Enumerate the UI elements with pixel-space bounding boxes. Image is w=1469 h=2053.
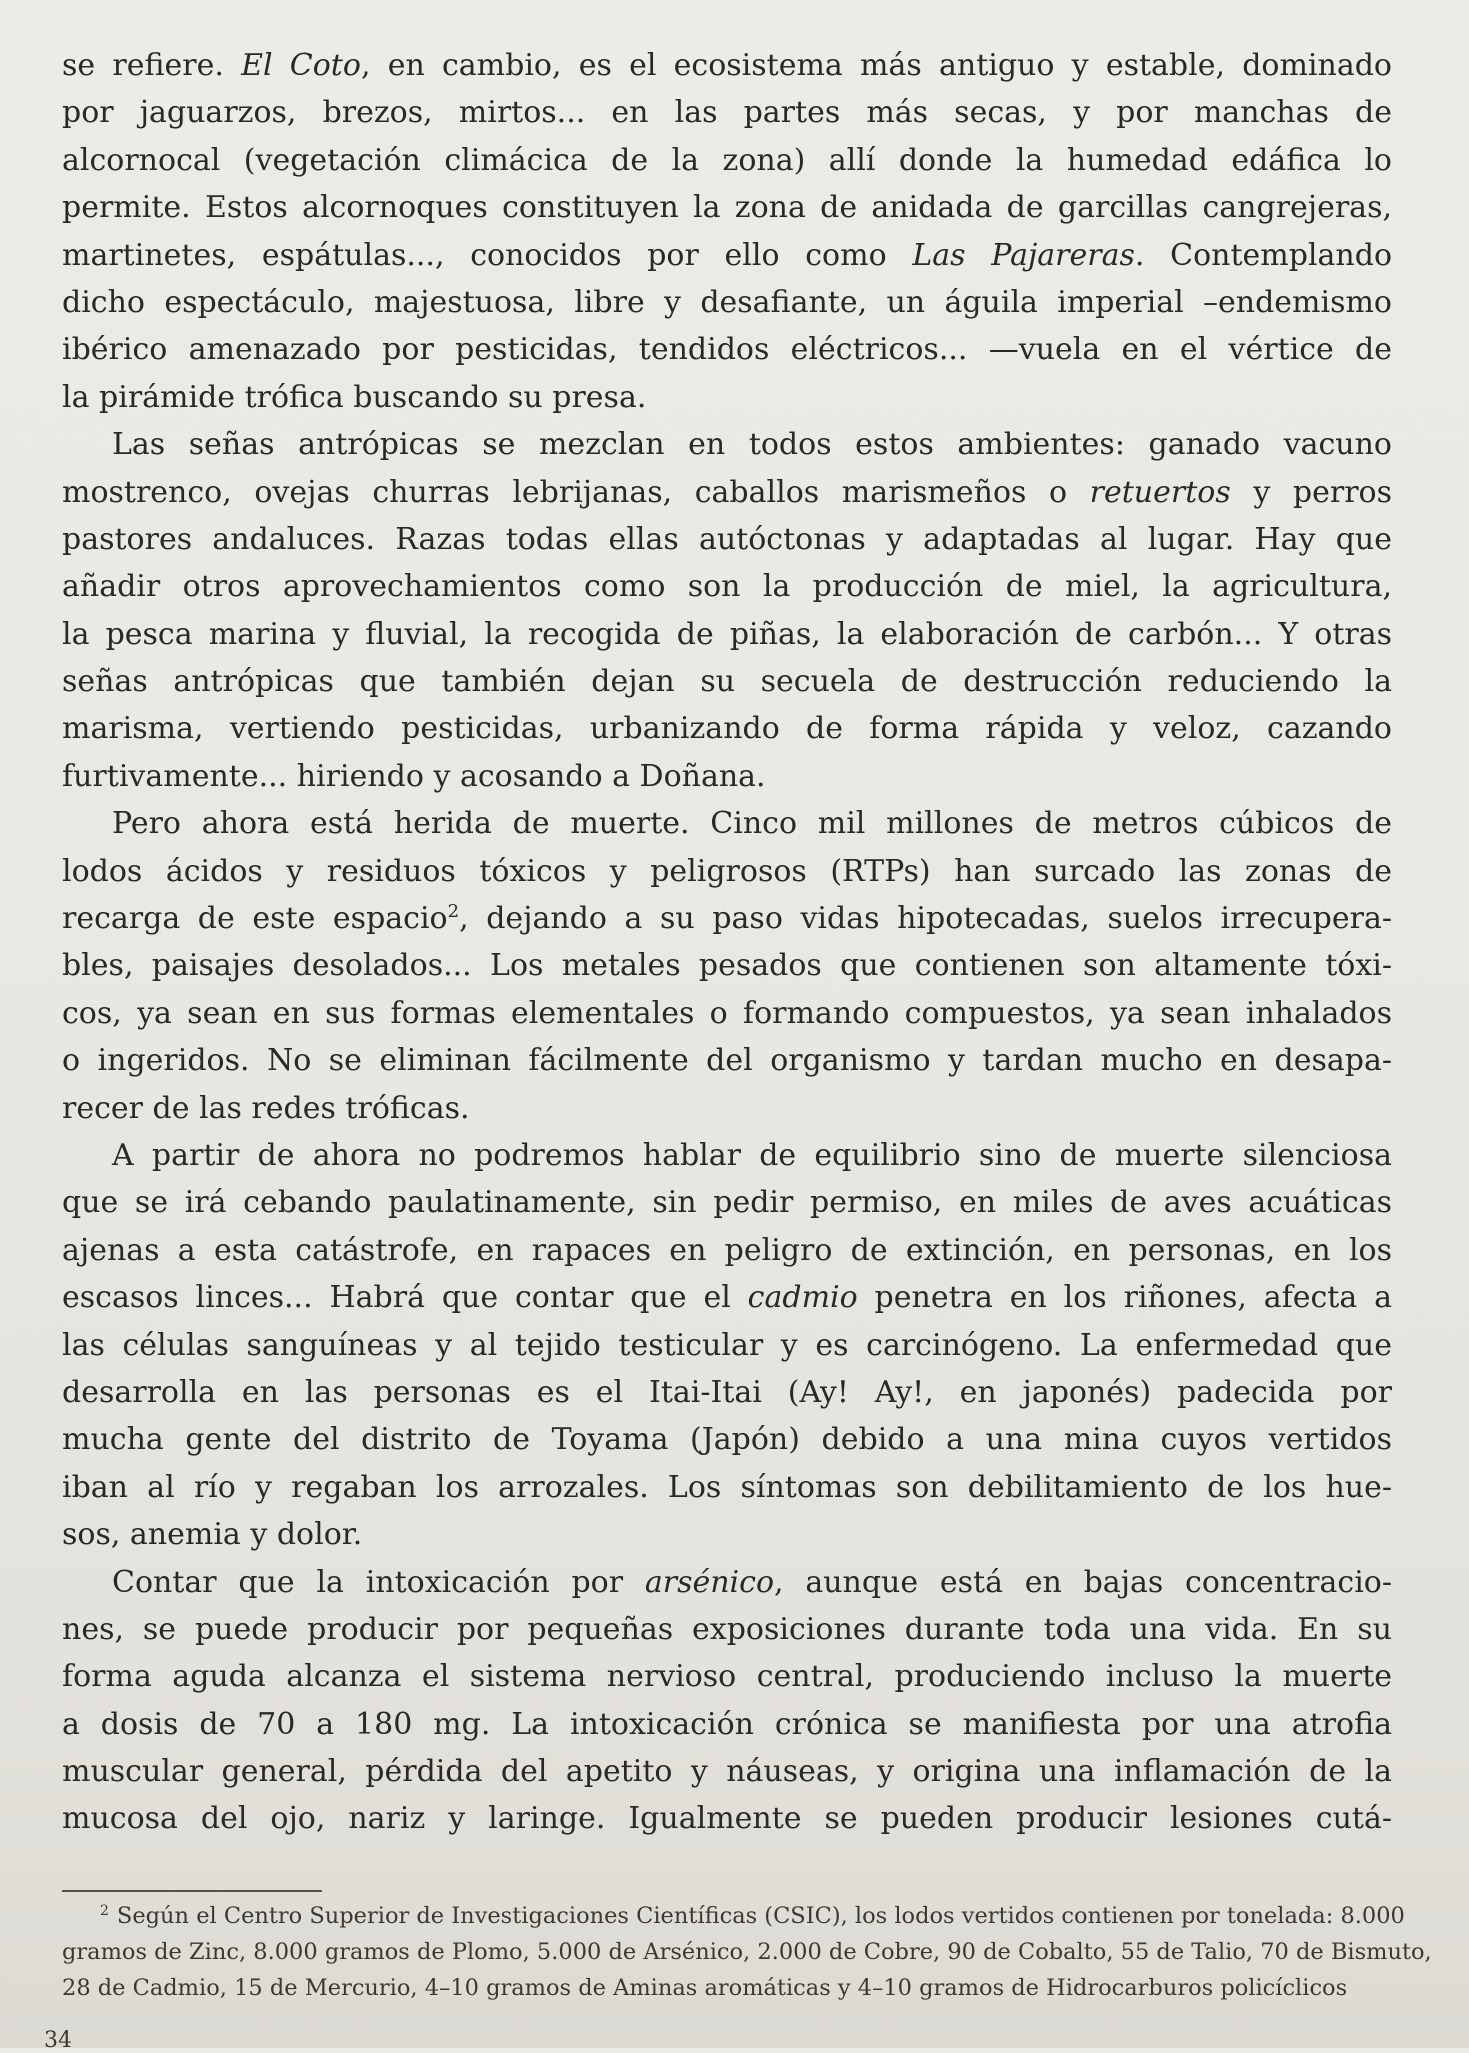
text-line xyxy=(62,1132,1392,1179)
footnote-line-2: gramos de Zinc, 8.000 gramos de Plomo, 5.000 de Arsénico, 2.000 de Cobre, 90 de Cobalto, 55 de Talio, 70 de Bismuto, xyxy=(62,1939,1432,1965)
text-run: , en cambio, es el ecosistema más antiguo y estable, dominado xyxy=(360,48,1392,83)
footnote-text-1: Según el Centro Superior de Investigaciones Científicas (CSIC), los lodos vertidos contienen por tonelada: 8.000 xyxy=(116,1903,1405,1929)
text-line xyxy=(62,1559,1392,1606)
text-run: furtivamente... hiriendo y acosando a Doñana. xyxy=(62,758,766,794)
text-line xyxy=(62,1464,1392,1511)
text-line xyxy=(62,1274,1392,1321)
text-run: alcornocal (vegetación climácica de la zona) allí donde la humedad edáfica lo xyxy=(62,142,1392,178)
text-run: ibérico amenazado por pesticidas, tendidos eléctricos... —vuela en el vértice de xyxy=(62,332,1392,368)
text-line xyxy=(62,942,1392,989)
page-number: 34 xyxy=(44,2028,72,2053)
text-run: pastores andaluces. Razas todas ellas autóctonas y adaptadas al lugar. Hay que xyxy=(62,521,1392,557)
text-line xyxy=(62,184,1392,231)
text-run: añadir otros aprovechamientos como son la producción de miel, la agricultura, xyxy=(62,569,1392,605)
text-run: iban al río y regaban los arrozales. Los síntomas son debilitamiento de los hue- xyxy=(62,1469,1392,1505)
text-line xyxy=(62,469,1392,516)
text-run: por jaguarzos, brezos, mirtos... en las partes más secas, y por manchas de xyxy=(62,95,1392,131)
footnote-line-3: 28 de Cadmio, 15 de Mercurio, 4–10 gramos de Aminas aromáticas y 4–10 gramos de Hidrocarburos policíclicos xyxy=(62,1975,1348,2001)
italic-term: arsénico xyxy=(644,1564,775,1600)
text-run: marisma, vertiendo pesticidas, urbanizando de forma rápida y veloz, cazando xyxy=(62,711,1392,747)
text-run: escasos linces... Habrá que contar que el xyxy=(62,1280,748,1316)
text-line xyxy=(62,326,1392,373)
text-run: mucha gente del distrito de Toyama (Japón) debido a una mina cuyos vertidos xyxy=(62,1422,1392,1458)
body-text xyxy=(62,42,1392,1843)
text-run: martinetes, espátulas..., conocidos por ello como xyxy=(62,237,913,273)
text-run: la pesca marina y fluvial, la recogida de piñas, la elaboración de carbón... Y otras xyxy=(62,616,1392,652)
text-run: penetra en los riñones, afecta a xyxy=(857,1280,1392,1316)
text-run: recarga de este espacio xyxy=(62,901,448,937)
text-line xyxy=(62,1037,1392,1084)
text-line xyxy=(62,1701,1392,1748)
text-line xyxy=(62,1653,1392,1700)
text-run: . Contemplando xyxy=(1134,237,1393,273)
text-run: a dosis de 70 a 180 mg. La intoxicación crónica se manifiesta por una atrofia xyxy=(62,1706,1392,1742)
text-run: Las señas antrópicas se mezclan en todos estos ambientes: ganado vacuno xyxy=(112,427,1392,463)
text-line xyxy=(62,232,1392,279)
text-line xyxy=(62,374,1392,421)
text-line xyxy=(62,1606,1392,1653)
italic-term: retuertos xyxy=(1089,474,1231,510)
text-run: Pero ahora está herida de muerte. Cinco mil millones de metros cúbicos de xyxy=(112,806,1392,842)
text-run: desarrolla en las personas es el Itai-Itai (Ay! Ay!, en japonés) padecida por xyxy=(62,1374,1392,1410)
text-run: , dejando a su paso vidas hipotecadas, suelos irrecupera- xyxy=(459,901,1392,937)
text-run: señas antrópicas que también dejan su secuela de destrucción reduciendo la xyxy=(62,664,1392,700)
footnote-marker: 2 xyxy=(100,1902,109,1919)
text-line xyxy=(62,753,1392,800)
text-run: dicho espectáculo, majestuosa, libre y desafiante, un águila imperial –endemismo xyxy=(62,284,1392,320)
footnote-reference: 2 xyxy=(447,901,460,923)
text-line xyxy=(62,1511,1392,1558)
text-run: A partir de ahora no podremos hablar de equilibrio sino de muerte silenciosa xyxy=(112,1137,1392,1173)
text-run: mostrenco, ovejas churras lebrijanas, caballos marismeños o xyxy=(62,474,1090,510)
text-run: cos, ya sean en sus formas elementales o formando compuestos, ya sean inhalados xyxy=(62,995,1392,1031)
text-run: nes, se puede producir por pequeñas exposiciones durante toda una vida. En su xyxy=(62,1611,1392,1647)
text-line xyxy=(62,990,1392,1037)
text-line xyxy=(62,1369,1392,1416)
italic-term: El Coto xyxy=(241,48,361,83)
text-line xyxy=(62,611,1392,658)
text-line xyxy=(62,1085,1392,1132)
text-run: las células sanguíneas y al tejido testicular y es carcinógeno. La enfermedad que xyxy=(62,1327,1392,1363)
text-run: , aunque está en bajas concentracio- xyxy=(774,1564,1392,1600)
text-line xyxy=(62,137,1392,184)
text-run: forma aguda alcanza el sistema nervioso central, produciendo incluso la muerte xyxy=(62,1659,1392,1695)
text-run: recer de las redes tróficas. xyxy=(62,1090,470,1126)
text-line xyxy=(62,895,1392,942)
text-line xyxy=(62,279,1392,326)
text-run: mucosa del ojo, nariz y laringe. Igualmente se pueden producir lesiones cutá- xyxy=(62,1801,1392,1837)
text-line xyxy=(62,1795,1392,1842)
text-run: lodos ácidos y residuos tóxicos y peligrosos (RTPs) han surcado las zonas de xyxy=(62,853,1392,889)
text-run: que se irá cebando paulatinamente, sin pedir permiso, en miles de aves acuáticas xyxy=(62,1185,1392,1221)
text-line xyxy=(62,89,1392,136)
text-line xyxy=(62,658,1392,705)
text-line xyxy=(62,1227,1392,1274)
footnote-line-1 xyxy=(62,1898,1405,1934)
text-run: o ingeridos. No se eliminan fácilmente del organismo y tardan mucho en desapa- xyxy=(62,1043,1392,1079)
footnote xyxy=(62,1898,1432,2006)
text-run: ajenas a esta catástrofe, en rapaces en peligro de extinción, en personas, en los xyxy=(62,1232,1392,1268)
text-line xyxy=(62,1748,1392,1795)
text-line xyxy=(62,563,1392,610)
italic-term: Las Pajareras xyxy=(912,237,1135,273)
text-run: muscular general, pérdida del apetito y náuseas, y origina una inflamación de la xyxy=(62,1754,1392,1790)
text-line xyxy=(62,421,1392,468)
text-line xyxy=(62,800,1392,847)
text-line xyxy=(62,1322,1392,1369)
text-run: la pirámide trófica buscando su presa. xyxy=(62,379,647,415)
text-run: sos, anemia y dolor. xyxy=(62,1517,363,1553)
text-run: bles, paisajes desolados... Los metales pesados que contienen son altamente tóxi- xyxy=(62,948,1392,984)
text-line xyxy=(62,848,1392,895)
text-line xyxy=(62,705,1392,752)
text-line xyxy=(62,1179,1392,1226)
text-run: Contar que la intoxicación por xyxy=(112,1564,645,1600)
italic-term: cadmio xyxy=(747,1280,858,1316)
text-line xyxy=(62,1416,1392,1463)
text-line xyxy=(62,42,1392,89)
footnote-divider xyxy=(62,1890,322,1892)
text-run: permite. Estos alcornoques constituyen la zona de anidada de garcillas cangrejeras, xyxy=(62,190,1392,226)
text-line xyxy=(62,516,1392,563)
text-run: se refiere. xyxy=(62,48,242,83)
text-run: y perros xyxy=(1230,474,1392,510)
